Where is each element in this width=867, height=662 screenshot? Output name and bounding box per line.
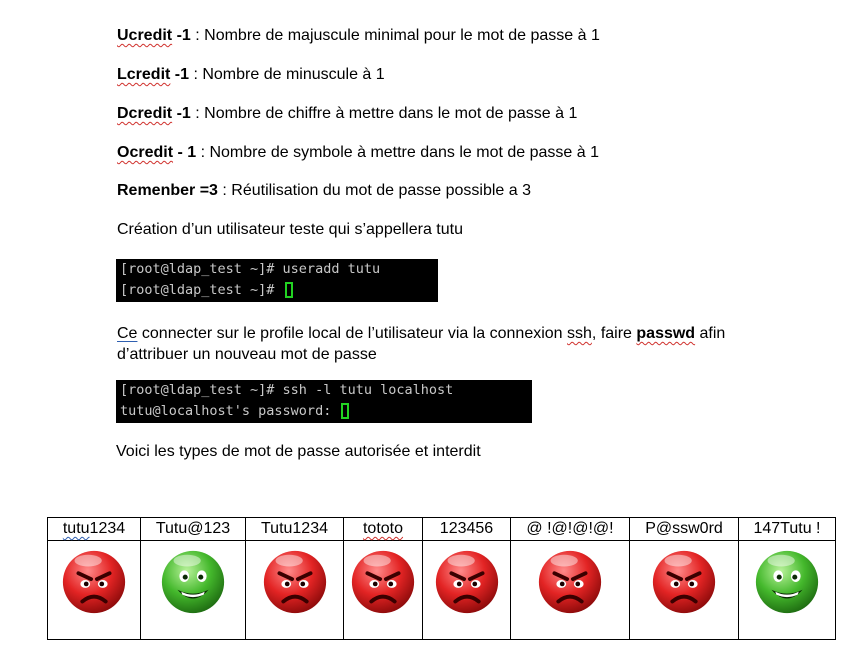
face-cell bbox=[511, 541, 630, 640]
password-cell: tototo bbox=[344, 518, 423, 541]
connect-text: connecter sur le profile local de l’utilisateur via la connexion bbox=[137, 325, 568, 342]
rule-desc: : Réutilisation du mot de passe possible a 3 bbox=[217, 182, 532, 199]
face-cell bbox=[739, 541, 836, 640]
connect-word-ssh: ssh bbox=[567, 325, 592, 342]
rule-desc: : Nombre de majuscule minimal pour le mot de passe à 1 bbox=[190, 27, 600, 44]
rule-key: Ucredit bbox=[117, 27, 173, 44]
rule-ocredit bbox=[117, 143, 599, 163]
connect-word-passwd: passwd bbox=[636, 325, 696, 342]
rule-remenber bbox=[117, 181, 531, 201]
rule-key: Dcredit bbox=[117, 105, 173, 122]
rule-desc: : Nombre de chiffre à mettre dans le mot de passe à 1 bbox=[190, 105, 578, 122]
password-table bbox=[47, 517, 836, 640]
password-cell: P@ssw0rd bbox=[630, 518, 739, 541]
types-text: Voici les types de mot de passe autorisée et interdit bbox=[116, 443, 481, 460]
connect-text: , faire bbox=[591, 325, 637, 342]
connect-word-ce: Ce bbox=[117, 325, 138, 342]
password-cell: Tutu@123 bbox=[141, 518, 246, 541]
face-cell bbox=[423, 541, 511, 640]
rule-value: -1 bbox=[172, 105, 191, 122]
password-cell: tutu1234 bbox=[48, 518, 141, 541]
rule-value: - 1 bbox=[173, 144, 197, 161]
angry-face-icon bbox=[649, 547, 719, 622]
password-cell: 147Tutu ! bbox=[739, 518, 836, 541]
angry-face-icon bbox=[260, 547, 330, 622]
terminal-line: tutu@localhost's password: bbox=[120, 401, 528, 422]
angry-face-icon bbox=[432, 547, 502, 622]
terminal-line: [root@ldap_test ~]# ssh -l tutu localhost bbox=[120, 382, 454, 398]
rule-desc: : Nombre de symbole à mettre dans le mot de passe à 1 bbox=[196, 144, 600, 161]
face-cell bbox=[141, 541, 246, 640]
password-face-row bbox=[48, 541, 836, 640]
rule-lcredit bbox=[117, 65, 385, 85]
happy-face-icon bbox=[158, 547, 228, 622]
angry-face-icon bbox=[535, 547, 605, 622]
terminal-cursor bbox=[341, 403, 349, 419]
terminal-cursor bbox=[285, 282, 293, 298]
connect-line2: d’attribuer un nouveau mot de passe bbox=[117, 346, 377, 363]
terminal-line: [root@ldap_test ~]# useradd tutu bbox=[120, 261, 381, 277]
password-cell: 123456 bbox=[423, 518, 511, 541]
terminal-line: [root@ldap_test ~]# bbox=[120, 280, 434, 301]
terminal-useradd bbox=[116, 259, 438, 302]
rule-key: Remenber =3 bbox=[117, 182, 218, 199]
connect-text: afin bbox=[695, 325, 726, 342]
creation-text: Création d’un utilisateur teste qui s’appellera tutu bbox=[117, 221, 463, 238]
face-cell bbox=[246, 541, 344, 640]
face-cell bbox=[630, 541, 739, 640]
rule-value: -1 bbox=[170, 66, 190, 83]
rule-key: Ocredit bbox=[117, 144, 174, 161]
password-cell: Tutu1234 bbox=[246, 518, 344, 541]
happy-face-icon bbox=[752, 547, 822, 622]
face-cell bbox=[48, 541, 141, 640]
rule-key: Lcredit bbox=[117, 66, 171, 83]
rule-desc: : Nombre de minuscule à 1 bbox=[189, 66, 385, 83]
angry-face-icon bbox=[348, 547, 418, 622]
password-header-row bbox=[48, 518, 836, 541]
rule-ucredit bbox=[117, 26, 600, 46]
connect-paragraph bbox=[117, 323, 837, 365]
password-cell: @ !@!@!@! bbox=[511, 518, 630, 541]
rule-value: -1 bbox=[172, 27, 191, 44]
terminal-ssh bbox=[116, 380, 532, 423]
face-cell bbox=[344, 541, 423, 640]
rule-dcredit bbox=[117, 104, 577, 124]
angry-face-icon bbox=[59, 547, 129, 622]
